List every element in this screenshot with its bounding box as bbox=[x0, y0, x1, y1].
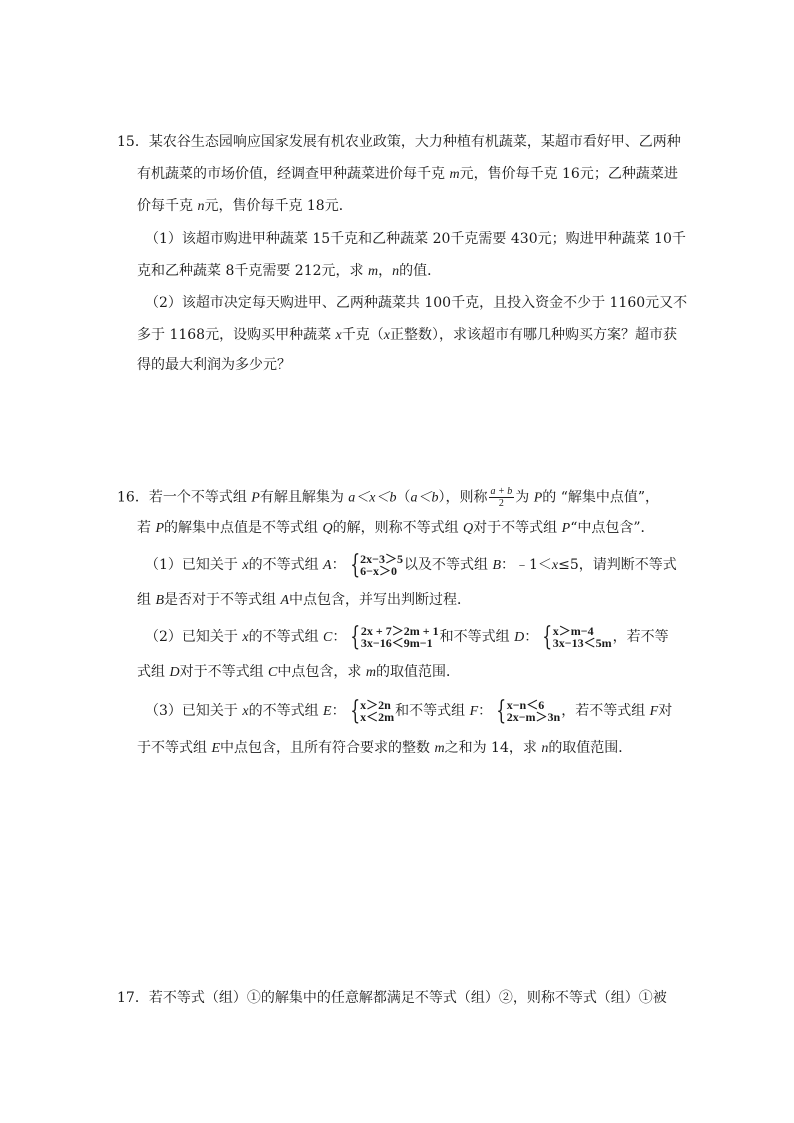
var-C: C bbox=[268, 665, 278, 680]
text: 的不等式组 bbox=[248, 557, 324, 573]
var-E: E bbox=[211, 741, 221, 756]
var-P: P bbox=[251, 490, 260, 506]
brace-icon: { bbox=[350, 622, 361, 652]
inequality-system-E bbox=[347, 698, 395, 724]
var-E: E bbox=[323, 704, 332, 719]
text: ， bbox=[378, 263, 393, 279]
text: 的解，则称不等式组 bbox=[332, 520, 464, 536]
text: 中点包含，求 bbox=[277, 664, 366, 680]
var-x: x bbox=[551, 558, 559, 573]
system-row: 2x−3＞5 bbox=[360, 552, 403, 566]
text: 于不等式组 bbox=[137, 740, 212, 756]
var-x: x bbox=[242, 558, 249, 573]
system-row: x＞2n bbox=[360, 698, 391, 712]
text: 之和为 14，求 bbox=[444, 740, 542, 756]
inequality-system-D bbox=[539, 624, 611, 650]
var-D: D bbox=[514, 630, 525, 645]
system-row: 2x−m＞3n bbox=[506, 710, 561, 724]
text: 是否对于不等式组 bbox=[164, 592, 281, 608]
text: 有解且解集为 bbox=[259, 489, 349, 506]
text: 正整数），求该超市有哪几种购买方案？超市获 bbox=[389, 327, 677, 343]
q15-part2-line-1: （2）该超市决定每天购进甲、乙两种蔬菜共 100千克，且投入资金不少于 1160元又不 bbox=[145, 295, 688, 311]
var-x: x bbox=[242, 630, 249, 645]
var-B: B bbox=[492, 558, 501, 573]
q16-part2-line-1 bbox=[145, 624, 669, 650]
text: 对于不等式组 bbox=[179, 664, 269, 680]
q16-line-1 bbox=[117, 486, 659, 509]
brace-icon: { bbox=[542, 622, 553, 652]
system-row: 6−x＞0 bbox=[360, 564, 397, 578]
text: ： bbox=[524, 629, 539, 645]
brace-icon: { bbox=[349, 550, 360, 580]
var-Q: Q bbox=[463, 521, 474, 536]
var-n: n bbox=[392, 264, 400, 279]
text: 中点包含，并写出判断过程． bbox=[289, 592, 472, 608]
var-B: B bbox=[155, 593, 165, 608]
q15-line-1: 15．某农谷生态园响应国家发展有机农业政策，大力种植有机蔬菜，某超市看好甲、乙两种 bbox=[117, 134, 681, 150]
q16-part3-line-2 bbox=[137, 738, 632, 759]
q15-part2-line-3: 得的最大利润为多少元？ bbox=[137, 357, 291, 373]
text: “中点包含”． bbox=[570, 520, 655, 536]
text: 以及不等式组 bbox=[403, 557, 493, 573]
text: 的取值范围． bbox=[548, 740, 633, 756]
q16-part3-line-1 bbox=[145, 698, 672, 724]
text: 元，售价每千克 16元；乙种蔬菜进 bbox=[459, 166, 678, 182]
text: ： bbox=[331, 703, 346, 719]
text: 克和乙种蔬菜 8千克需要 212元，求 bbox=[137, 263, 368, 279]
text: 的不等式组 bbox=[248, 629, 324, 645]
q15-part1-line-2 bbox=[137, 261, 441, 282]
var-m: m bbox=[367, 264, 379, 279]
var-x: x bbox=[335, 328, 342, 343]
text: ： bbox=[332, 629, 347, 645]
text: 有机蔬菜的市场价值，经调查甲种蔬菜进价每千克 bbox=[137, 166, 450, 182]
text: ，若不等 bbox=[612, 629, 669, 645]
text: 为 bbox=[515, 489, 534, 506]
text: 元，售价每千克 18元． bbox=[204, 198, 353, 214]
text: 的不等式组 bbox=[248, 703, 324, 719]
var-m: m bbox=[365, 665, 376, 680]
fraction-numerator: a + b bbox=[490, 486, 513, 497]
text: ： bbox=[331, 557, 346, 573]
inequality: a＜x＜b bbox=[348, 490, 397, 506]
text: ：﹣1＜ bbox=[501, 557, 552, 573]
text: ，若不等式组 bbox=[561, 703, 650, 719]
text: 中点包含，且所有符合要求的整数 bbox=[220, 740, 435, 756]
text: 对 bbox=[658, 703, 673, 719]
text: 16．若一个不等式组 bbox=[117, 489, 252, 506]
q15-line-3 bbox=[137, 196, 353, 217]
var-n: n bbox=[197, 199, 205, 214]
text: 式组 bbox=[137, 664, 170, 680]
var-A: A bbox=[280, 593, 290, 608]
var-P: P bbox=[155, 521, 165, 536]
brace-icon: { bbox=[349, 696, 360, 726]
system-row: 3x−13＜5m bbox=[552, 636, 612, 650]
text: （2）已知关于 bbox=[145, 629, 243, 645]
text: 组 bbox=[137, 592, 156, 608]
var-P: P bbox=[561, 521, 571, 536]
text: 价每千克 bbox=[137, 198, 198, 214]
q15-part1-line-1: （1）该超市购进甲种蔬菜 15千克和乙种蔬菜 20千克需要 430元；购进甲种蔬菜 10千 bbox=[145, 231, 686, 247]
var-P: P bbox=[533, 490, 543, 506]
text: （3）已知关于 bbox=[145, 703, 243, 719]
var-m: m bbox=[449, 167, 460, 182]
var-F: F bbox=[469, 704, 479, 719]
text: 对于不等式组 bbox=[473, 520, 562, 536]
text: 的 “解集中点值”， bbox=[542, 489, 660, 506]
text: 和不等式组 bbox=[439, 629, 515, 645]
text: （1）已知关于 bbox=[145, 557, 243, 573]
system-row: x−n＜6 bbox=[506, 698, 545, 712]
inequality-system-A bbox=[347, 552, 403, 578]
var-Q: Q bbox=[322, 521, 333, 536]
brace-icon: { bbox=[496, 696, 507, 726]
text: ≤5，请判断不等式 bbox=[558, 557, 677, 573]
inequality-system-F bbox=[493, 698, 560, 724]
text: 多于 1168元，设购买甲种蔬菜 bbox=[137, 327, 336, 343]
text: 千克（ bbox=[341, 327, 384, 343]
text: ），则称 bbox=[438, 489, 488, 506]
var-C: C bbox=[323, 630, 333, 645]
var-x: x bbox=[383, 328, 390, 343]
fraction-denominator: 2 bbox=[498, 498, 504, 509]
text: 和不等式组 bbox=[395, 703, 470, 719]
system-row: x＞m−4 bbox=[552, 624, 594, 638]
system-row: x＜2m bbox=[360, 710, 395, 724]
q15-part2-line-2 bbox=[137, 325, 677, 346]
var-D: D bbox=[169, 665, 180, 680]
var-m: m bbox=[434, 741, 445, 756]
text: 若 bbox=[137, 520, 156, 536]
text: 的解集中点值是不等式组 bbox=[164, 520, 323, 536]
var-x: x bbox=[242, 704, 249, 719]
text: （ bbox=[396, 489, 411, 506]
system-row: 2x + 7＞2m + 1 bbox=[360, 624, 439, 638]
text: 的值． bbox=[399, 263, 442, 279]
text: 的取值范围． bbox=[375, 664, 460, 680]
var-n: n bbox=[541, 741, 549, 756]
q15-line-2 bbox=[137, 164, 678, 185]
q16-part1-line-2 bbox=[137, 590, 471, 611]
system-row: 3x−16＜9m−1 bbox=[360, 636, 433, 650]
q17-line-1: 17．若不等式（组）①的解集中的任意解都满足不等式（组）②，则称不等式（组）①被 bbox=[117, 990, 667, 1006]
inequality: a＜b bbox=[410, 490, 439, 506]
q16-line-2 bbox=[137, 518, 655, 539]
midpoint-fraction bbox=[489, 486, 515, 509]
inequality-system-C bbox=[347, 624, 438, 650]
q16-part1-line-1 bbox=[145, 552, 677, 578]
q16-part2-line-2 bbox=[137, 662, 460, 683]
text: ： bbox=[478, 703, 493, 719]
var-F: F bbox=[649, 704, 659, 719]
var-A: A bbox=[323, 558, 332, 573]
